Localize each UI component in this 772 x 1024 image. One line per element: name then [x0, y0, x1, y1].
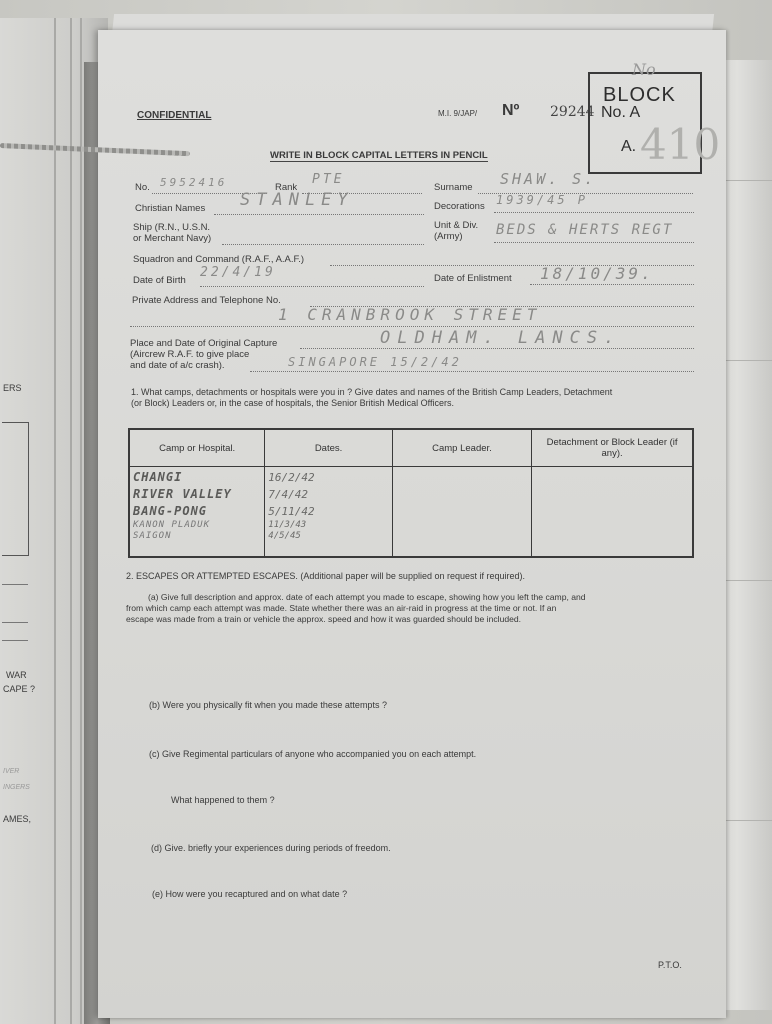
detachment-leader-cell	[532, 467, 693, 558]
instruction-heading: WRITE IN BLOCK CAPITAL LETTERS IN PENCIL	[270, 150, 488, 161]
enlistment-label: Date of Enlistment	[434, 273, 512, 284]
question-1-line-2: (or Block) Leaders or, in the case of hospitals, the Senior British Medical Officers.	[131, 398, 454, 408]
left-page-text-cape: CAPE ?	[3, 684, 36, 694]
date-entry: 4/5/45	[268, 531, 301, 541]
ship-label-2: or Merchant Navy)	[133, 233, 212, 244]
christian-names-label: Christian Names	[135, 203, 206, 214]
left-page-text-war: WAR	[6, 670, 27, 680]
date-entry: 7/4/42	[268, 488, 309, 501]
rank-label: Rank	[275, 182, 298, 193]
capture-label-1: Place and Date of Original Capture	[130, 338, 278, 349]
decorations-value: 1939/45 P	[496, 193, 589, 207]
dates-cell	[265, 467, 393, 558]
unit-line	[494, 241, 694, 243]
address-label: Private Address and Telephone No.	[132, 295, 281, 306]
camp-entry: CHANGI	[133, 470, 183, 484]
address-line-2-rule	[130, 325, 694, 327]
stamp-a-text: A.	[621, 138, 637, 155]
stamp-no-text: No. A	[601, 104, 641, 121]
confidential-label: CONFIDENTIAL	[137, 110, 212, 121]
date-of-birth-label: Date of Birth	[133, 275, 186, 286]
dates-column-header: Dates.	[265, 429, 393, 467]
enlistment-value: 18/10/39.	[540, 264, 654, 283]
please-turn-over: P.T.O.	[658, 960, 682, 970]
surname-label: Surname	[434, 182, 473, 193]
question-1-line-1: 1. What camps, detachments or hospitals were you in ? Give dates and names of the British Camp Leaders, Detachment	[131, 387, 613, 397]
unit-label-1: Unit & Div.	[434, 220, 479, 231]
decorations-line	[494, 211, 694, 213]
question-2a-line-3: escape was made from a train or vehicle the approx. speed and how it was guarded should be included.	[126, 614, 522, 624]
camp-leader-column-header: Camp Leader.	[392, 429, 531, 467]
squadron-label: Squadron and Command (R.A.F., A.A.F.)	[133, 254, 305, 265]
camp-leader-cell	[392, 467, 531, 558]
camp-names-cell	[129, 467, 265, 558]
date-entry: 16/2/42	[268, 471, 315, 484]
question-2a-line-1: (a) Give full description and approx. date of each attempt you made to escape, showing how you left the camp, and	[148, 592, 586, 602]
detachment-leader-column-header: Detachment or Block Leader (if any).	[532, 429, 693, 467]
camp-entry: SAIGON	[133, 531, 172, 541]
capture-line-2	[250, 370, 694, 372]
date-of-birth-value: 22/4/19	[200, 265, 276, 280]
address-line-1: 1 CRANBROOK STREET	[278, 305, 542, 324]
camp-table	[128, 428, 694, 558]
enlistment-line	[530, 283, 694, 285]
stamp-handwritten-note: No	[632, 60, 656, 79]
ship-line	[222, 243, 424, 245]
capture-label-3: and date of a/c crash).	[130, 360, 225, 371]
date-of-birth-line	[200, 285, 424, 287]
decorations-label: Decorations	[434, 201, 485, 212]
stamp-handwritten-number: 410	[640, 120, 721, 169]
surname-value: SHAW. S.	[500, 170, 597, 188]
camp-entry: RIVER VALLEY	[133, 487, 232, 501]
date-entry: 5/11/42	[268, 505, 315, 518]
form-number-label: Nº	[502, 102, 520, 119]
no-label: No.	[135, 182, 150, 193]
capture-label-2: (Aircrew R.A.F. to give place	[130, 349, 250, 360]
question-2d: (d) Give. briefly your experiences during periods of freedom.	[151, 843, 391, 853]
form-number-value: 29244	[550, 104, 595, 120]
camp-column-header: Camp or Hospital.	[129, 429, 265, 467]
ship-label-1: Ship (R.N., U.S.N.	[133, 222, 211, 233]
christian-names-line	[214, 213, 424, 215]
camp-entry: KANON PLADUK	[133, 520, 211, 530]
question-2c: (c) Give Regimental particulars of anyone who accompanied you on each attempt.	[149, 749, 477, 759]
unit-label-2: (Army)	[434, 231, 463, 242]
capture-value: SINGAPORE 15/2/42	[288, 355, 462, 369]
camp-table-body-row	[129, 467, 693, 558]
question-2b: (b) Were you physically fit when you made these attempts ?	[149, 700, 387, 710]
question-2e: (e) How were you recaptured and on what date ?	[152, 889, 348, 899]
date-entry: 11/3/43	[268, 520, 307, 530]
capture-line-1	[300, 347, 694, 349]
question-2a-line-2: from which camp each attempt was made. State whether there was an air-raid in progress at the time or not. If an	[126, 603, 557, 613]
question-2-title: 2. ESCAPES OR ATTEMPTED ESCAPES. (Additional paper will be supplied on request if required).	[126, 571, 526, 581]
rank-value: PTE	[312, 172, 345, 187]
form-reference: M.I. 9/JAP/	[438, 109, 478, 118]
left-page-handwriting-2: INGERS	[3, 784, 30, 791]
unit-value: BEDS & HERTS REGT	[496, 222, 674, 238]
question-2c-followup: What happened to them ?	[171, 795, 275, 805]
christian-names-value: STANLEY	[240, 190, 354, 210]
camp-table-header-row	[129, 429, 693, 467]
stamp-block-text: BLOCK	[603, 84, 676, 106]
left-page-text-ers: ERS	[3, 383, 22, 393]
address-line-2: OLDHAM. LANCS.	[380, 328, 622, 348]
no-value: 5952416	[160, 176, 228, 189]
left-page-handwriting-1: IVER	[3, 768, 20, 775]
camp-entry: BANG-PONG	[133, 504, 208, 518]
left-page-text-ames: AMES,	[3, 814, 32, 824]
